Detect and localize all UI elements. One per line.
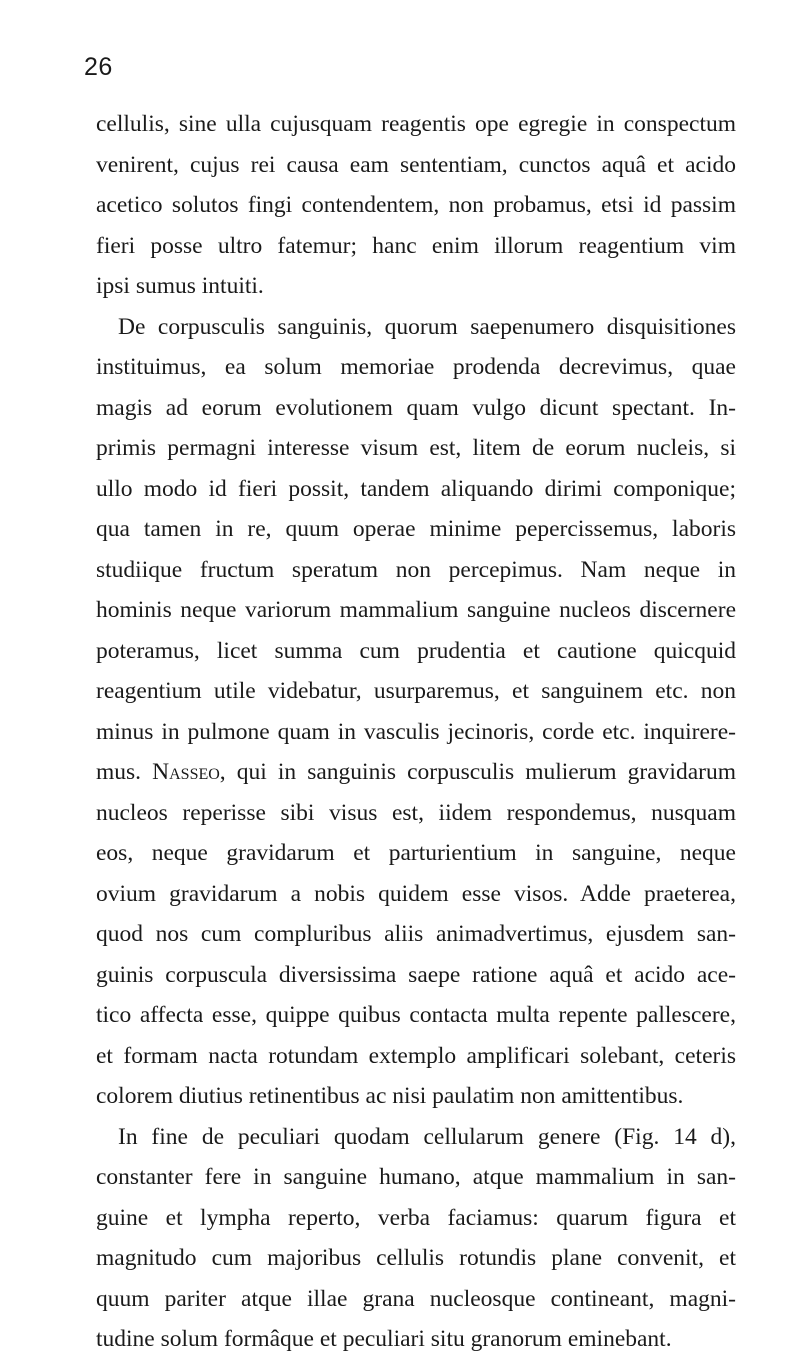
text-line: tico affecta esse, quippe quibus contacta multa repente pallescere, xyxy=(96,1002,736,1028)
text-line: hominis neque variorum mammalium sanguine nucleos discernere xyxy=(96,597,736,623)
text-line: nucleos reperisse sibi visus est, iidem respondemus, nusquam xyxy=(96,799,736,826)
text-line: fieri posse ultro fatemur; hanc enim illorum reagentium vim xyxy=(96,232,736,259)
text-line: magnitudo cum majoribus cellulis rotundis plane convenit, et xyxy=(96,1245,736,1271)
text-line: minus in pulmone quam in vasculis jecinoris, corde etc. inquirere- xyxy=(96,718,736,745)
text-line: In fine de peculiari quodam cellularum genere (Fig. 14 d), xyxy=(118,1123,736,1150)
text-line: constanter fere in sanguine humano, atque mammalium in san- xyxy=(96,1164,736,1190)
text-line: eos, neque gravidarum et parturientium in sanguine, neque xyxy=(96,840,736,866)
text-line: primis permagni interesse visum est, litem de eorum nucleis, si xyxy=(96,435,736,461)
text-line: instituimus, ea solum memoriae prodenda decrevimus, quae xyxy=(96,354,736,380)
text-line: De corpusculis sanguinis, quorum saepenumero disquisitiones xyxy=(118,313,736,340)
text-line: magis ad eorum evolutionem quam vulgo dicunt spectant. In- xyxy=(96,394,736,421)
text-line: tudine solum formâque et peculiari situ granorum eminebant. xyxy=(96,1326,672,1352)
text-line: ovium gravidarum a nobis quidem esse visos. Adde praeterea, xyxy=(96,880,736,907)
text-line: mus. Nasseo, qui in sanguinis corpusculis mulierum gravidarum xyxy=(96,759,736,785)
text-line: acetico solutos fingi contendentem, non probamus, etsi id passim xyxy=(96,192,736,218)
text-line: colorem diutius retinentibus ac nisi paulatim non amittentibus. xyxy=(96,1083,684,1109)
text-line: quum pariter atque illae grana nucleosque contineant, magni- xyxy=(96,1285,736,1312)
text-line: guine et lympha reperto, verba faciamus: quarum figura et xyxy=(96,1204,736,1231)
text-line: cellulis, sine ulla cujusquam reagentis ope egregie in conspectum xyxy=(96,111,736,137)
text-line: studiique fructum speratum non percepimus. Nam neque in xyxy=(96,556,736,583)
text-line: ullo modo id fieri possit, tandem aliquando dirimi componique; xyxy=(96,475,736,502)
text-line: guinis corpuscula diversissima saepe ratione aquâ et acido ace- xyxy=(96,961,736,988)
text-line: ipsi sumus intuiti. xyxy=(96,273,264,299)
text-line: et formam nacta rotundam extemplo amplificari solebant, ceteris xyxy=(96,1042,736,1069)
text-line: venirent, cujus rei causa eam sententiam, cunctos aquâ et acido xyxy=(96,151,736,178)
text-line: reagentium utile videbatur, usurparemus, et sanguinem etc. non xyxy=(96,678,736,704)
text-line: qua tamen in re, quum operae minime pepercissemus, laboris xyxy=(96,516,736,542)
text-line: poteramus, licet summa cum prudentia et cautione quicquid xyxy=(96,637,736,664)
page-number: 26 xyxy=(84,53,113,81)
text-line: quod nos cum compluribus aliis animadvertimus, ejusdem san- xyxy=(96,921,736,947)
body-text xyxy=(96,104,736,1360)
author-name: Nasseo xyxy=(152,759,220,785)
